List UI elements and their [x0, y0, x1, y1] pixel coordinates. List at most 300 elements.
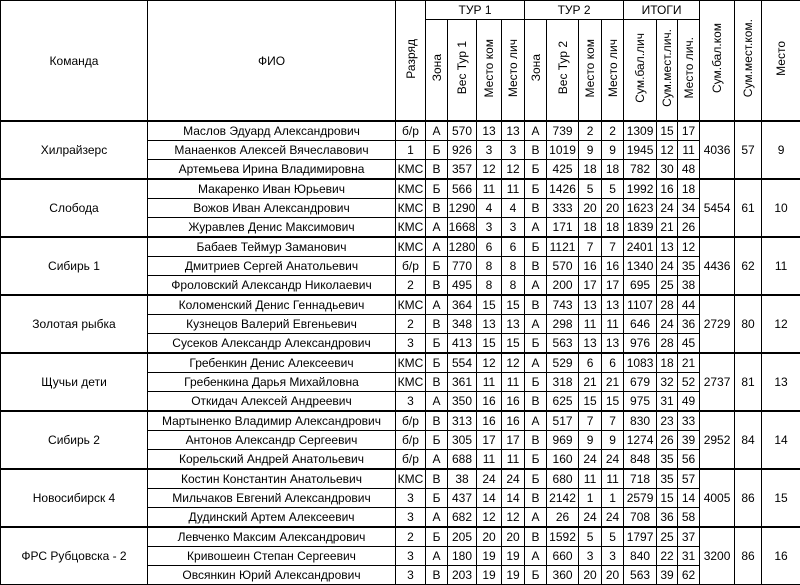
- team-place: 16: [762, 527, 800, 585]
- member-fio: Костин Константин Анатольевич: [148, 469, 396, 489]
- member-sum-points: 975: [624, 392, 657, 412]
- member-place-pers-t2: 24: [602, 450, 624, 470]
- member-place-total: 49: [678, 392, 700, 412]
- member-place-team-t2: 3: [579, 547, 602, 566]
- member-sum-places: 22: [657, 547, 678, 566]
- member-fio: Кузнецов Валерий Евгеньевич: [148, 315, 396, 334]
- results-body: [1, 121, 800, 585]
- member-place-team-t2: 17: [579, 276, 602, 296]
- member-zone-t2: А: [525, 508, 547, 528]
- member-zone-t1: Б: [426, 141, 448, 160]
- member-place-pers-t2: 20: [602, 199, 624, 218]
- member-place-pers-t1: 20: [502, 527, 525, 547]
- member-sum-places: 16: [657, 179, 678, 199]
- member-zone-t1: А: [426, 450, 448, 470]
- member-place-pers-t2: 13: [602, 334, 624, 354]
- team-sum-places: 57: [735, 121, 762, 179]
- member-sum-places: 35: [657, 450, 678, 470]
- table-row: [1, 411, 800, 431]
- member-fio: Мильчаков Евгений Александрович: [148, 489, 396, 508]
- table-row: [1, 469, 800, 489]
- member-weight-t2: 333: [547, 199, 579, 218]
- team-place: 12: [762, 295, 800, 353]
- member-place-total: 26: [678, 218, 700, 238]
- member-place-total: 57: [678, 469, 700, 489]
- member-sum-places: 28: [657, 334, 678, 354]
- member-place-team-t2: 5: [579, 179, 602, 199]
- member-place-pers-t1: 15: [502, 295, 525, 315]
- member-zone-t1: Б: [426, 431, 448, 450]
- member-zone-t1: А: [426, 237, 448, 257]
- team-sum-places: 84: [735, 411, 762, 469]
- member-sum-places: 13: [657, 237, 678, 257]
- member-weight-t1: 203: [448, 566, 477, 585]
- member-weight-t1: 1280: [448, 237, 477, 257]
- member-place-pers-t2: 9: [602, 431, 624, 450]
- member-weight-t1: 305: [448, 431, 477, 450]
- header-fio: ФИО: [148, 1, 396, 122]
- member-place-team-t2: 18: [579, 160, 602, 180]
- member-sum-places: 39: [657, 566, 678, 585]
- member-place-pers-t2: 7: [602, 411, 624, 431]
- team-sum-places: 81: [735, 353, 762, 411]
- member-place-team-t2: 9: [579, 141, 602, 160]
- member-weight-t2: 1019: [547, 141, 579, 160]
- member-weight-t1: 554: [448, 353, 477, 373]
- member-sum-points: 1992: [624, 179, 657, 199]
- member-place-team-t2: 13: [579, 334, 602, 354]
- member-place-team-t1: 11: [477, 450, 502, 470]
- member-place-total: 21: [678, 353, 700, 373]
- member-zone-t1: В: [426, 373, 448, 392]
- member-sum-points: 976: [624, 334, 657, 354]
- member-sum-places: 12: [657, 141, 678, 160]
- member-place-team-t2: 11: [579, 315, 602, 334]
- member-sum-points: 848: [624, 450, 657, 470]
- member-rank: 3: [396, 547, 426, 566]
- team-sum-points: 4005: [700, 469, 735, 527]
- team-place: 11: [762, 237, 800, 295]
- member-place-pers-t1: 13: [502, 121, 525, 141]
- member-zone-t1: В: [426, 566, 448, 585]
- member-place-team-t1: 11: [477, 373, 502, 392]
- member-place-team-t1: 3: [477, 218, 502, 238]
- member-zone-t1: В: [426, 469, 448, 489]
- team-sum-places: 80: [735, 295, 762, 353]
- team-name: Новосибирск 4: [1, 469, 148, 527]
- member-weight-t2: 171: [547, 218, 579, 238]
- member-place-pers-t1: 19: [502, 566, 525, 585]
- member-zone-t2: А: [525, 315, 547, 334]
- member-sum-points: 563: [624, 566, 657, 585]
- member-rank: КМС: [396, 353, 426, 373]
- member-place-total: 17: [678, 121, 700, 141]
- member-rank: 3: [396, 566, 426, 585]
- team-sum-points: 2729: [700, 295, 735, 353]
- member-weight-t2: 1121: [547, 237, 579, 257]
- member-place-total: 18: [678, 179, 700, 199]
- header-sum-places-team: Сум.мест.ком.: [735, 1, 762, 122]
- team-name: Золотая рыбка: [1, 295, 148, 353]
- member-weight-t2: 1426: [547, 179, 579, 199]
- header-team: Команда: [1, 1, 148, 122]
- member-place-total: 11: [678, 141, 700, 160]
- team-sum-places: 61: [735, 179, 762, 237]
- member-place-pers-t2: 3: [602, 547, 624, 566]
- member-place-team-t2: 1: [579, 489, 602, 508]
- team-place: 9: [762, 121, 800, 179]
- member-weight-t2: 1592: [547, 527, 579, 547]
- member-sum-places: 25: [657, 527, 678, 547]
- member-zone-t1: Б: [426, 257, 448, 276]
- member-sum-places: 23: [657, 411, 678, 431]
- member-zone-t1: Б: [426, 334, 448, 354]
- member-place-pers-t1: 13: [502, 315, 525, 334]
- member-place-team-t2: 6: [579, 353, 602, 373]
- member-place-pers-t2: 17: [602, 276, 624, 296]
- table-row: [1, 237, 800, 257]
- team-name: Щучьи дети: [1, 353, 148, 411]
- member-rank: КМС: [396, 469, 426, 489]
- member-sum-points: 2401: [624, 237, 657, 257]
- member-place-total: 31: [678, 547, 700, 566]
- member-fio: Мартыненко Владимир Александрович: [148, 411, 396, 431]
- team-name: Слобода: [1, 179, 148, 237]
- member-place-team-t1: 6: [477, 237, 502, 257]
- header-sum-points-team: Сум.бал.ком: [700, 1, 735, 122]
- member-place-team-t2: 2: [579, 121, 602, 141]
- member-weight-t2: 680: [547, 469, 579, 489]
- member-sum-places: 26: [657, 431, 678, 450]
- member-rank: 2: [396, 527, 426, 547]
- member-place-pers-t2: 5: [602, 527, 624, 547]
- member-place-total: 38: [678, 276, 700, 296]
- member-place-team-t1: 12: [477, 353, 502, 373]
- member-zone-t2: Б: [525, 469, 547, 489]
- member-zone-t2: В: [525, 257, 547, 276]
- member-rank: КМС: [396, 160, 426, 180]
- team-sum-points: 4036: [700, 121, 735, 179]
- member-place-team-t2: 20: [579, 199, 602, 218]
- member-rank: б/р: [396, 257, 426, 276]
- member-sum-points: 1945: [624, 141, 657, 160]
- member-place-pers-t1: 8: [502, 257, 525, 276]
- member-sum-points: 695: [624, 276, 657, 296]
- table-row: [1, 295, 800, 315]
- team-sum-points: 5454: [700, 179, 735, 237]
- member-place-pers-t1: 11: [502, 450, 525, 470]
- member-place-team-t1: 8: [477, 257, 502, 276]
- member-weight-t2: 570: [547, 257, 579, 276]
- member-place-pers-t1: 11: [502, 373, 525, 392]
- member-weight-t2: 625: [547, 392, 579, 412]
- member-rank: 3: [396, 334, 426, 354]
- member-weight-t1: 770: [448, 257, 477, 276]
- member-place-team-t1: 15: [477, 295, 502, 315]
- member-fio: Артемьева Ирина Владимировна: [148, 160, 396, 180]
- member-fio: Овсянкин Юрий Александрович: [148, 566, 396, 585]
- member-place-pers-t1: 16: [502, 392, 525, 412]
- member-zone-t2: В: [525, 431, 547, 450]
- member-place-total: 44: [678, 295, 700, 315]
- member-place-pers-t2: 2: [602, 121, 624, 141]
- header-place-team-t2: Место ком: [579, 20, 602, 122]
- member-weight-t1: 38: [448, 469, 477, 489]
- member-place-total: 62: [678, 566, 700, 585]
- member-fio: Дудинский Артем Алексеевич: [148, 508, 396, 528]
- member-weight-t1: 205: [448, 527, 477, 547]
- member-fio: Сусеков Александр Александрович: [148, 334, 396, 354]
- member-place-team-t1: 15: [477, 334, 502, 354]
- member-sum-places: 21: [657, 218, 678, 238]
- member-sum-places: 35: [657, 469, 678, 489]
- member-zone-t1: В: [426, 315, 448, 334]
- member-fio: Макаренко Иван Юрьевич: [148, 179, 396, 199]
- member-fio: Фроловский Александр Николаевич: [148, 276, 396, 296]
- member-place-pers-t2: 6: [602, 353, 624, 373]
- member-place-pers-t2: 21: [602, 373, 624, 392]
- member-place-total: 45: [678, 334, 700, 354]
- team-sum-points: 2737: [700, 353, 735, 411]
- member-fio: Коломенский Денис Геннадьевич: [148, 295, 396, 315]
- member-place-pers-t1: 14: [502, 489, 525, 508]
- member-place-pers-t1: 4: [502, 199, 525, 218]
- member-place-team-t2: 24: [579, 450, 602, 470]
- member-zone-t1: Б: [426, 179, 448, 199]
- member-sum-points: 1107: [624, 295, 657, 315]
- member-weight-t2: 2142: [547, 489, 579, 508]
- member-place-team-t2: 18: [579, 218, 602, 238]
- team-place: 14: [762, 411, 800, 469]
- member-zone-t1: А: [426, 392, 448, 412]
- member-place-team-t2: 16: [579, 257, 602, 276]
- member-zone-t1: Б: [426, 489, 448, 508]
- member-weight-t2: 969: [547, 431, 579, 450]
- member-fio: Дмитриев Сергей Анатольевич: [148, 257, 396, 276]
- member-place-pers-t2: 5: [602, 179, 624, 199]
- member-zone-t1: Б: [426, 527, 448, 547]
- member-place-team-t1: 3: [477, 141, 502, 160]
- member-rank: б/р: [396, 411, 426, 431]
- member-place-team-t1: 24: [477, 469, 502, 489]
- member-weight-t1: 926: [448, 141, 477, 160]
- member-zone-t2: А: [525, 547, 547, 566]
- member-sum-places: 31: [657, 392, 678, 412]
- member-rank: КМС: [396, 295, 426, 315]
- member-sum-points: 840: [624, 547, 657, 566]
- header-rank: Разряд: [396, 1, 426, 122]
- member-weight-t1: 361: [448, 373, 477, 392]
- member-weight-t1: 1668: [448, 218, 477, 238]
- member-zone-t2: А: [525, 218, 547, 238]
- member-place-pers-t2: 24: [602, 508, 624, 528]
- team-place: 10: [762, 179, 800, 237]
- member-place-team-t2: 13: [579, 295, 602, 315]
- member-sum-places: 24: [657, 315, 678, 334]
- member-zone-t1: А: [426, 295, 448, 315]
- header-tour2: ТУР 2: [525, 1, 624, 20]
- table-row: [1, 121, 800, 141]
- member-sum-points: 782: [624, 160, 657, 180]
- member-place-pers-t2: 1: [602, 489, 624, 508]
- member-place-pers-t1: 15: [502, 334, 525, 354]
- team-name: ФРС Рубцовска - 2: [1, 527, 148, 585]
- member-weight-t2: 563: [547, 334, 579, 354]
- member-place-team-t2: 7: [579, 411, 602, 431]
- table-row: [1, 179, 800, 199]
- member-rank: 2: [396, 315, 426, 334]
- member-sum-places: 28: [657, 295, 678, 315]
- member-place-team-t1: 8: [477, 276, 502, 296]
- member-sum-points: 646: [624, 315, 657, 334]
- member-place-pers-t1: 12: [502, 508, 525, 528]
- member-weight-t2: 200: [547, 276, 579, 296]
- member-zone-t1: А: [426, 218, 448, 238]
- member-weight-t1: 364: [448, 295, 477, 315]
- member-place-team-t1: 19: [477, 547, 502, 566]
- member-sum-places: 15: [657, 121, 678, 141]
- member-weight-t2: 160: [547, 450, 579, 470]
- team-sum-points: 4436: [700, 237, 735, 295]
- header-tour1: ТУР 1: [426, 1, 525, 20]
- member-zone-t1: В: [426, 411, 448, 431]
- team-sum-points: 2952: [700, 411, 735, 469]
- member-place-team-t1: 20: [477, 527, 502, 547]
- member-zone-t2: Б: [525, 179, 547, 199]
- member-place-pers-t1: 19: [502, 547, 525, 566]
- team-sum-places: 62: [735, 237, 762, 295]
- member-sum-points: 2579: [624, 489, 657, 508]
- member-place-team-t2: 9: [579, 431, 602, 450]
- header-zone-t2: Зона: [525, 20, 547, 122]
- member-place-pers-t1: 17: [502, 431, 525, 450]
- member-weight-t1: 413: [448, 334, 477, 354]
- member-fio: Корельский Андрей Анатольевич: [148, 450, 396, 470]
- member-place-team-t2: 7: [579, 237, 602, 257]
- member-place-pers-t2: 13: [602, 295, 624, 315]
- member-fio: Гребенкина Дарья Михайловна: [148, 373, 396, 392]
- member-zone-t1: А: [426, 547, 448, 566]
- member-place-pers-t2: 20: [602, 566, 624, 585]
- member-place-total: 58: [678, 508, 700, 528]
- member-place-team-t1: 19: [477, 566, 502, 585]
- member-sum-places: 30: [657, 160, 678, 180]
- member-place-pers-t2: 18: [602, 218, 624, 238]
- header-weight-t1: Вес Тур 1: [448, 20, 477, 122]
- member-zone-t1: В: [426, 199, 448, 218]
- header-weight-t2: Вес Тур 2: [547, 20, 579, 122]
- member-place-team-t1: 14: [477, 489, 502, 508]
- member-place-total: 52: [678, 373, 700, 392]
- member-weight-t1: 1290: [448, 199, 477, 218]
- member-fio: Манаенков Алексей Вячеславович: [148, 141, 396, 160]
- member-place-pers-t1: 8: [502, 276, 525, 296]
- header-place-pers-t1: Место лич: [502, 20, 525, 122]
- member-place-team-t2: 15: [579, 392, 602, 412]
- team-sum-places: 86: [735, 527, 762, 585]
- header-place-team-t1: Место ком: [477, 20, 502, 122]
- member-place-team-t2: 5: [579, 527, 602, 547]
- member-place-pers-t1: 16: [502, 411, 525, 431]
- member-place-team-t1: 13: [477, 121, 502, 141]
- member-weight-t2: 529: [547, 353, 579, 373]
- member-place-team-t1: 11: [477, 179, 502, 199]
- member-weight-t2: 739: [547, 121, 579, 141]
- member-place-pers-t1: 11: [502, 179, 525, 199]
- member-weight-t1: 570: [448, 121, 477, 141]
- member-weight-t2: 26: [547, 508, 579, 528]
- member-place-pers-t2: 18: [602, 160, 624, 180]
- member-sum-places: 25: [657, 276, 678, 296]
- member-place-pers-t1: 12: [502, 160, 525, 180]
- member-zone-t2: Б: [525, 334, 547, 354]
- member-place-team-t1: 16: [477, 392, 502, 412]
- member-zone-t2: Б: [525, 450, 547, 470]
- member-place-pers-t1: 6: [502, 237, 525, 257]
- member-fio: Левченко Максим Александрович: [148, 527, 396, 547]
- member-sum-points: 708: [624, 508, 657, 528]
- member-place-team-t2: 21: [579, 373, 602, 392]
- member-sum-points: 1309: [624, 121, 657, 141]
- member-sum-places: 32: [657, 373, 678, 392]
- member-zone-t2: В: [525, 489, 547, 508]
- member-place-total: 33: [678, 411, 700, 431]
- member-rank: КМС: [396, 237, 426, 257]
- member-sum-places: 36: [657, 508, 678, 528]
- member-zone-t2: В: [525, 295, 547, 315]
- member-zone-t2: В: [525, 199, 547, 218]
- member-rank: КМС: [396, 179, 426, 199]
- member-place-pers-t1: 3: [502, 141, 525, 160]
- member-rank: б/р: [396, 450, 426, 470]
- member-weight-t1: 348: [448, 315, 477, 334]
- member-fio: Кривошеин Степан Сергеевич: [148, 547, 396, 566]
- team-sum-points: 3200: [700, 527, 735, 585]
- table-row: [1, 527, 800, 547]
- member-place-pers-t1: 24: [502, 469, 525, 489]
- member-place-total: 48: [678, 160, 700, 180]
- member-weight-t2: 517: [547, 411, 579, 431]
- member-place-pers-t2: 15: [602, 392, 624, 412]
- member-place-team-t1: 4: [477, 199, 502, 218]
- member-weight-t2: 660: [547, 547, 579, 566]
- member-place-total: 39: [678, 431, 700, 450]
- member-weight-t1: 566: [448, 179, 477, 199]
- team-sum-places: 86: [735, 469, 762, 527]
- member-place-total: 56: [678, 450, 700, 470]
- member-zone-t1: В: [426, 160, 448, 180]
- member-zone-t1: А: [426, 508, 448, 528]
- member-place-total: 35: [678, 257, 700, 276]
- header-place-pers-t2: Место лич: [602, 20, 624, 122]
- member-rank: 3: [396, 392, 426, 412]
- member-sum-points: 1623: [624, 199, 657, 218]
- header-sum-points: Сум.бал.лич: [624, 20, 657, 122]
- member-weight-t1: 180: [448, 547, 477, 566]
- member-weight-t2: 318: [547, 373, 579, 392]
- member-sum-points: 679: [624, 373, 657, 392]
- header-zone-t1: Зона: [426, 20, 448, 122]
- member-fio: Журавлев Денис Максимович: [148, 218, 396, 238]
- member-place-total: 36: [678, 315, 700, 334]
- member-fio: Вожов Иван Александрович: [148, 199, 396, 218]
- member-rank: 3: [396, 508, 426, 528]
- member-place-team-t2: 24: [579, 508, 602, 528]
- member-zone-t2: Б: [525, 160, 547, 180]
- member-zone-t2: А: [525, 121, 547, 141]
- member-place-total: 12: [678, 237, 700, 257]
- member-zone-t2: А: [525, 411, 547, 431]
